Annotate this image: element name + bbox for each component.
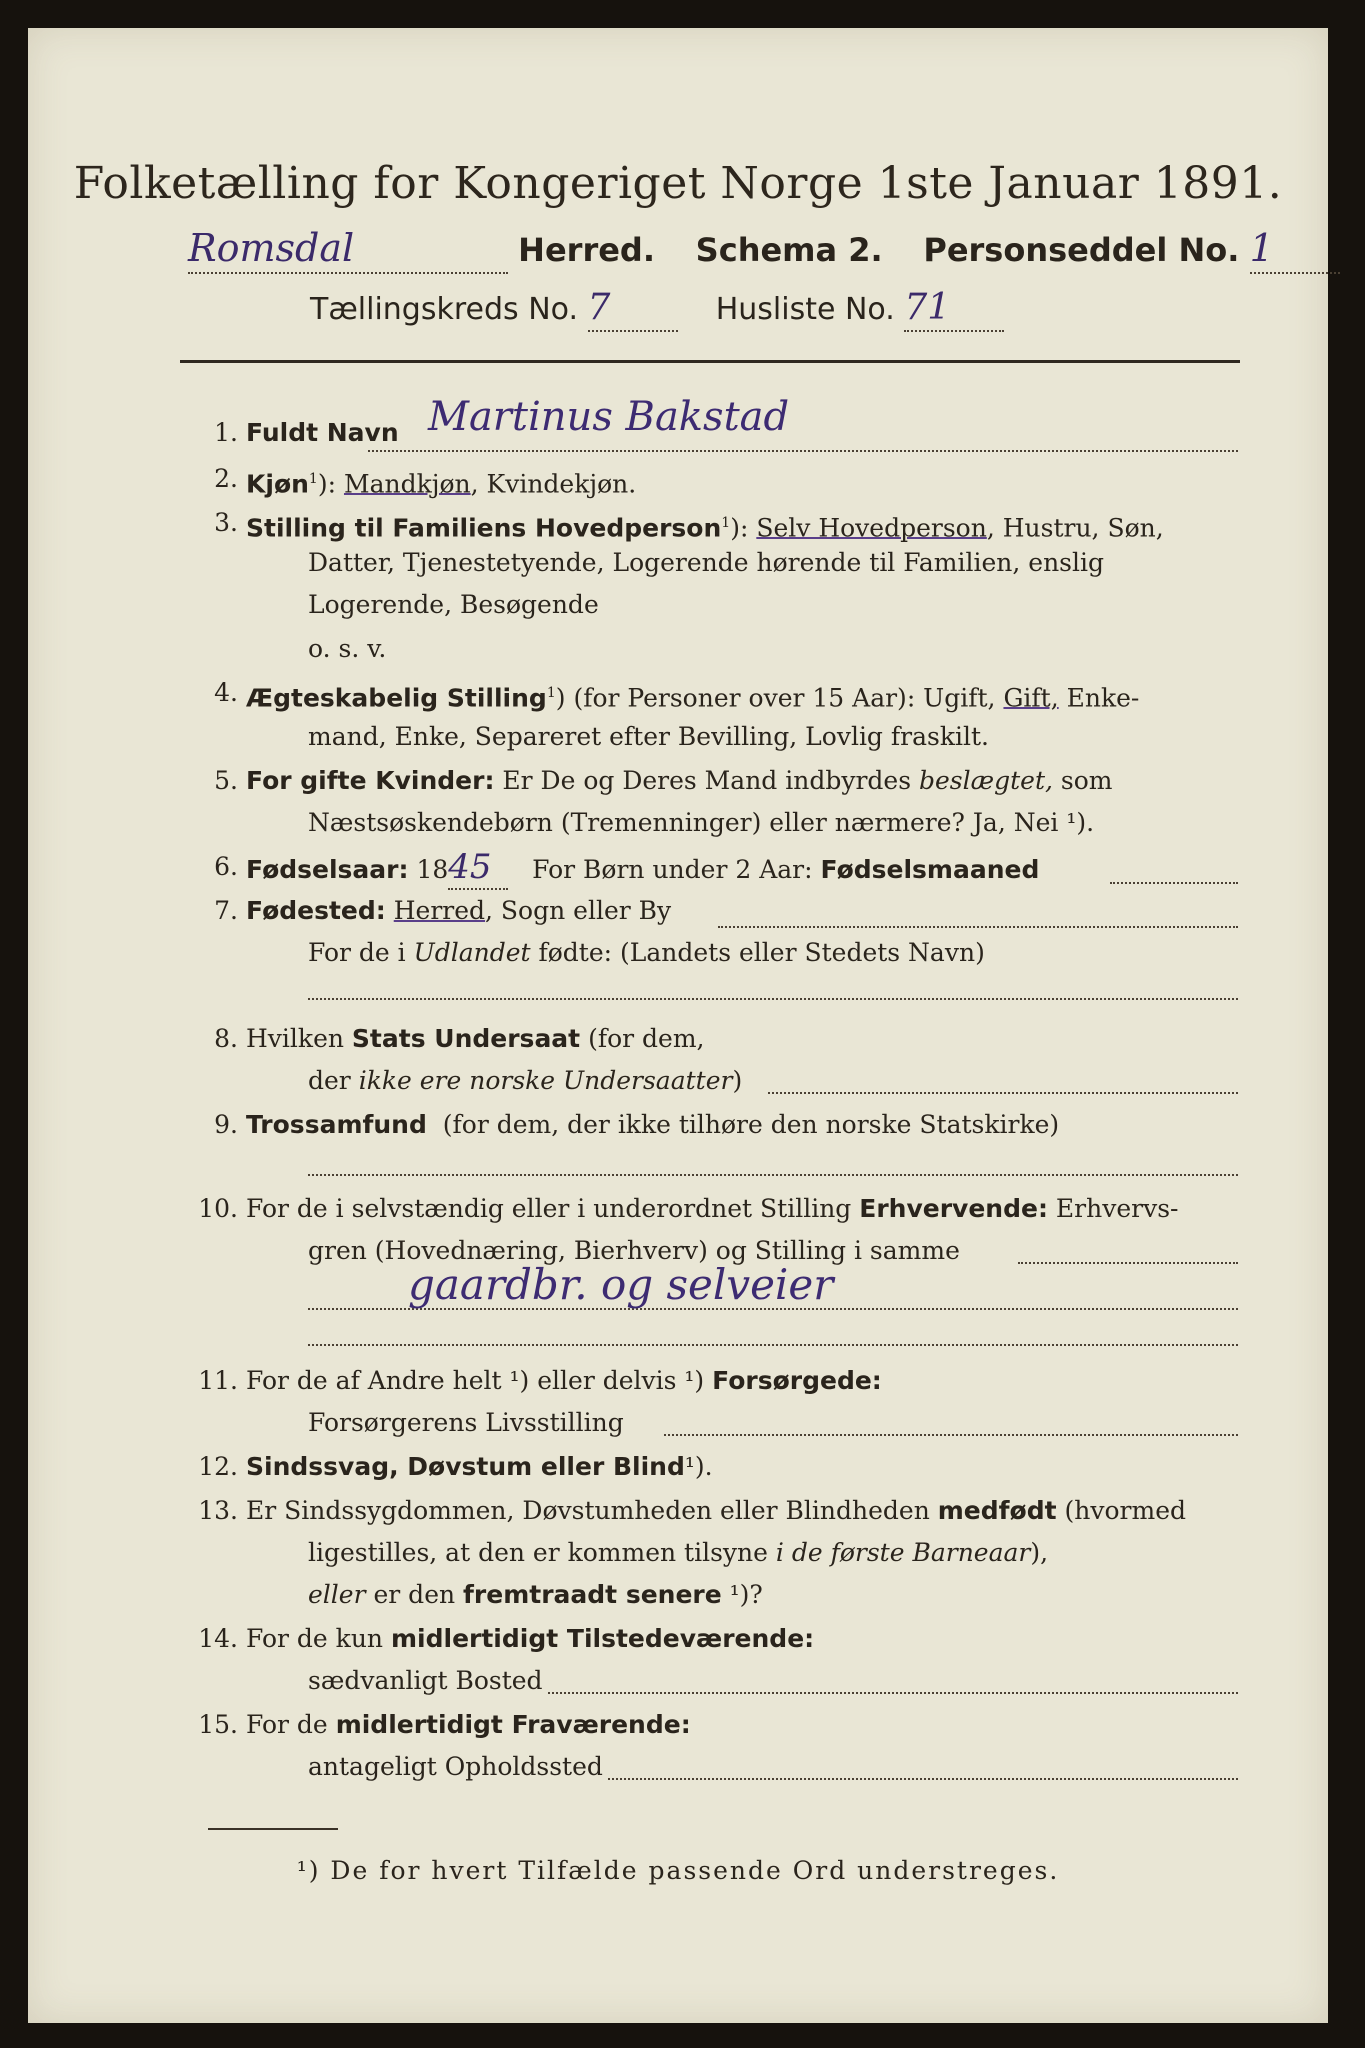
question-8-line-2-italic: ikke ere norske Undersaatter: [358, 1066, 733, 1095]
question-12-tail: ¹).: [684, 1452, 713, 1481]
question-14-text: For de kun: [246, 1624, 391, 1653]
question-13-line-3a: er den: [365, 1580, 464, 1609]
question-3-number: 3.: [214, 508, 238, 537]
question-10-text: For de i selvstændig eller i underordnet Stilling: [246, 1194, 860, 1223]
question-7-line-2-italic: Udlandet: [413, 938, 531, 967]
question-3-rest: , Hustru, Søn,: [986, 513, 1164, 543]
question-6-prefix: 18: [416, 855, 449, 884]
question-8-line-2a: der: [308, 1066, 359, 1095]
question-13-line-3-bold: fremtraadt senere: [463, 1580, 722, 1609]
question-15-label: midlertidigt Fraværende:: [335, 1710, 691, 1739]
question-8-number: 8.: [214, 1024, 238, 1053]
herred-label: Herred.: [518, 231, 655, 269]
question-7-line-2b: fødte: (Landets eller Stedets Navn): [530, 938, 985, 967]
question-3-label: Stilling til Familiens Hovedperson: [246, 513, 722, 543]
question-8-text-2: (for dem,: [580, 1024, 705, 1053]
question-13-line-2a: ligestilles, at den er kommen tilsyne: [308, 1538, 776, 1567]
question-13-line-3c: ¹)?: [721, 1580, 763, 1609]
question-8-line-2b: ): [732, 1066, 743, 1095]
question-4-selected: Gift,: [1003, 683, 1059, 713]
question-2-sup: 1: [308, 471, 318, 487]
question-15-text: For de: [246, 1710, 336, 1739]
question-7-line-2a: For de i: [308, 938, 414, 967]
question-7-line: [718, 926, 1238, 928]
census-form-sheet: Folketælling for Kongeriget Norge 1ste Januar 1891. Romsdal Herred. Schema 2. Personseddel No. 1 Tællingskreds No. 7 Husliste No. 71 1. Fuldt Navn Martinus Bakstad 2. Kjøn$^1$): Mandkjøn, Kvindekjøn. 3. Stilling til Familiens Hovedperson$^1$): Selv Hovedperson, Hustru, Søn, Datter, Tjenestetyende, Logerende hørende til Familien, enslig Logerende, Besøgende o. s. v. 4. Ægteskabelig Stilling$^1$) (for Personer over 15 Aar): Ugift, Gift, Enke- mand, Enke, Separeret efter Bevilling, Lovlig fraskilt. 5. For gifte Kvinder: Er De og Deres Mand indbyrdes beslægtet, som Næstsøskendebørn (Tremenninger) eller nærmere? Ja, Nei ¹). 6. Fødselsaar: 1845 For Børn under 2 Aar: Fødselsmaaned 7. Fødested: Herred, Sogn eller By For de i Udlandet fødte: (Landets eller Stedets Navn) 8. Hvilken Stats Undersaat (for dem, der ikke ere norske Undersaatter) 9. Trossamfund (for dem, der ikke tilhøre den norske Statskirke) 10. For de i selvstændig eller i underordnet Stilling Erhvervende: Erhvervs- gren (Hovednæring, Bierhverv) og Stilling i samme gaardbr. og selveier 11. For de af Andre helt ¹) eller delvis ¹) Forsørgede: Forsørgerens Livsstilling 12. Sindssvag, Døvstum eller Blind¹). 13. Er Sindssygdommen, Døvstumheden eller Blindheden medfødt (hvormed ligestilles, at den er kommen tilsyne i de første Barneaar), eller er den fremtraadt senere ¹)? 14. For de kun midlertidigt Tilstedeværende: sædvanligt Bosted 15. For de midlertidigt Fraværende: antageligt Opholdssted ¹) De for hvert Tilfælde passende Ord understreges.: [28, 28, 1328, 2023]
question-10-blank-line: [308, 1344, 1238, 1346]
schema-label: Schema 2.: [695, 231, 883, 269]
question-2-label: Kjøn: [246, 469, 309, 499]
question-13-line-2b: ),: [1030, 1538, 1049, 1567]
question-1-number: 1.: [214, 418, 238, 447]
question-5-number: 5.: [214, 766, 238, 795]
question-6-answer: 45: [448, 846, 508, 890]
question-15-number: 15.: [198, 1710, 238, 1739]
question-5-line-2: Næstsøskendebørn (Tremenninger) eller nærmere? Ja, Nei ¹).: [308, 808, 1095, 837]
question-13-text: Er Sindssygdommen, Døvstumheden eller Blindheden: [246, 1496, 938, 1525]
question-13-line-2: [308, 1532, 1048, 1574]
question-4-line-2: mand, Enke, Separeret efter Bevilling, Lovlig fraskilt.: [308, 722, 989, 751]
personseddel-label: Personseddel No.: [923, 231, 1240, 269]
kreds-label: Tællingskreds No.: [310, 292, 578, 327]
question-8-line: [768, 1092, 1238, 1094]
question-3-selected: Selv Hovedperson: [756, 513, 987, 543]
question-13-text-2: (hvormed: [1056, 1496, 1186, 1525]
question-7-line-2: [308, 932, 985, 974]
question-5-italic: beslægtet,: [919, 766, 1053, 795]
question-10-number: 10.: [198, 1194, 238, 1223]
question-7-selected: Herred: [393, 896, 486, 925]
question-15-line-2: antageligt Opholdssted: [308, 1752, 603, 1781]
question-8-text: Hvilken: [246, 1024, 352, 1053]
question-5-text-2: som: [1052, 766, 1113, 795]
question-3-sup: 1: [721, 515, 731, 531]
question-13-number: 13.: [198, 1496, 238, 1525]
question-2-options: , Kvindekjøn.: [470, 469, 637, 499]
question-11-text: For de af Andre helt ¹) eller delvis ¹): [246, 1366, 713, 1395]
question-6-number: 6.: [214, 852, 238, 881]
question-11-line: [664, 1434, 1238, 1436]
question-15-line: [608, 1778, 1238, 1780]
question-10-line-2: gren (Hovednæring, Bierhverv) og Stilling i samme: [308, 1236, 960, 1265]
question-12-number: 12.: [198, 1452, 238, 1481]
husliste-number: 71: [904, 286, 1004, 332]
question-6-text: For Børn under 2 Aar:: [532, 855, 813, 884]
question-4-text-2: Enke-: [1058, 683, 1140, 713]
question-9-number: 9.: [214, 1110, 238, 1139]
question-14-number: 14.: [198, 1624, 238, 1653]
question-5-text: Er De og Deres Mand indbyrdes: [502, 766, 919, 795]
question-3-line-2: Datter, Tjenestetyende, Logerende hørende til Familien, enslig: [308, 548, 1105, 577]
question-6-line: [1110, 882, 1238, 884]
kreds-number: 7: [588, 286, 678, 332]
question-4-text: (for Personer over 15 Aar): Ugift,: [573, 683, 1004, 713]
question-14-label: midlertidigt Tilstedeværende:: [390, 1624, 815, 1653]
question-4-label: Ægteskabelig Stilling: [246, 683, 547, 713]
footnote: ¹) De for hvert Tilfælde passende Ord understreges.: [296, 1856, 1060, 1885]
question-7-text: , Sogn eller By: [485, 896, 672, 925]
question-8-label: Stats Undersaat: [351, 1024, 581, 1053]
question-10-answer: gaardbr. og selveier: [408, 1260, 834, 1309]
question-1-answer: Martinus Bakstad: [428, 394, 790, 440]
question-12-label: Sindssvag, Døvstum eller Blind: [246, 1452, 685, 1481]
husliste-label: Husliste No.: [715, 292, 895, 327]
question-3-line-3: Logerende, Besøgende: [308, 590, 599, 619]
personseddel-number: 1: [1250, 224, 1340, 274]
question-14-line-2: sædvanligt Bosted: [308, 1666, 543, 1695]
header-line-kreds: [310, 286, 1004, 332]
question-14-line: [548, 1692, 1238, 1694]
question-13-line-3-italic: eller: [308, 1580, 366, 1609]
question-8-line-2: [308, 1060, 742, 1102]
question-1-label: Fuldt Navn: [246, 418, 399, 447]
question-11-number: 11.: [198, 1366, 238, 1395]
question-2-number: 2.: [214, 464, 238, 493]
question-4-sup: 1: [546, 685, 556, 701]
footnote-divider: [208, 1828, 338, 1830]
question-11-line-2: Forsørgerens Livsstilling: [308, 1408, 624, 1437]
question-9-blank-line: [308, 1174, 1238, 1176]
question-13-line-3: [308, 1574, 763, 1616]
question-13-label: medfødt: [937, 1496, 1057, 1525]
question-7-label: Fødested:: [246, 896, 386, 925]
question-5-label: For gifte Kvinder:: [246, 766, 495, 795]
question-11-label: Forsørgede:: [712, 1366, 882, 1395]
form-title: Folketælling for Kongeriget Norge 1ste Januar 1891.: [73, 158, 1283, 209]
question-10-line: [1018, 1262, 1238, 1264]
question-7-blank-line: [308, 998, 1238, 1000]
question-1-line: [368, 450, 1238, 452]
question-9-text: (for dem, der ikke tilhøre den norske Statskirke): [442, 1110, 1060, 1139]
question-6-label-2: Fødselsmaaned: [820, 855, 1040, 884]
question-10-text-2: Erhvervs-: [1047, 1194, 1179, 1223]
question-6-label: Fødselsaar:: [246, 855, 409, 884]
herred-name: Romsdal: [188, 224, 508, 274]
question-9-label: Trossamfund: [246, 1110, 427, 1139]
question-7-number: 7.: [214, 896, 238, 925]
header-divider: [180, 360, 1240, 363]
question-10-label: Erhvervende:: [859, 1194, 1048, 1223]
question-4-number: 4.: [214, 678, 238, 707]
question-3-line-4: o. s. v.: [308, 634, 387, 663]
header-line-herred: [188, 224, 1340, 274]
question-13-line-2-italic: i de første Barneaar: [775, 1538, 1031, 1567]
question-2-selected: Mandkjøn: [343, 469, 471, 499]
